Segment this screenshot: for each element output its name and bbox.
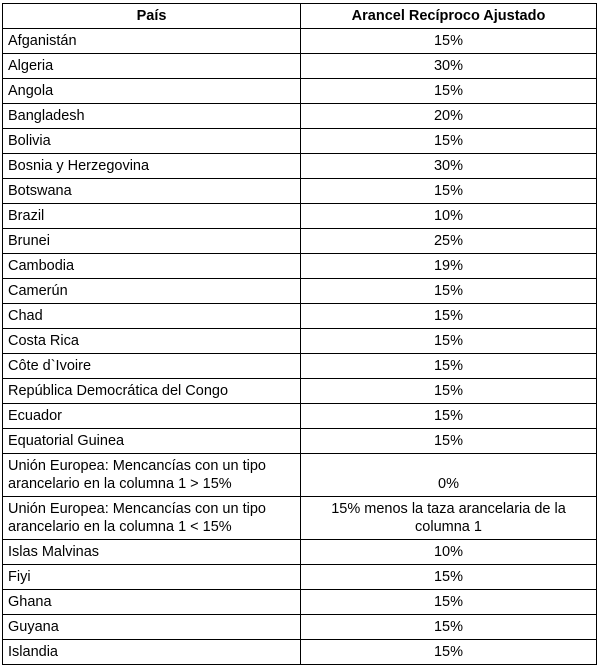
table-row [3, 497, 597, 540]
country-cell: Unión Europea: Mencancías con un tipo arancelario en la columna 1 < 15% [3, 497, 301, 540]
country-cell: Côte d`Ivoire [3, 354, 301, 379]
rate-cell: 19% [301, 254, 597, 279]
country-cell: Cambodia [3, 254, 301, 279]
table-row [3, 454, 597, 497]
rate-cell: 15% [301, 379, 597, 404]
table-row [3, 154, 597, 179]
country-cell: Angola [3, 79, 301, 104]
country-cell: Islandia [3, 640, 301, 665]
country-cell: Afganistán [3, 29, 301, 54]
country-cell: Islas Malvinas [3, 540, 301, 565]
rate-cell: 15% [301, 640, 597, 665]
table-row [3, 204, 597, 229]
table-row [3, 540, 597, 565]
table-row [3, 254, 597, 279]
country-cell: Fiyi [3, 565, 301, 590]
table-row [3, 29, 597, 54]
rate-cell: 15% [301, 279, 597, 304]
country-cell: Ecuador [3, 404, 301, 429]
table-row [3, 54, 597, 79]
table-row [3, 129, 597, 154]
table-row [3, 615, 597, 640]
country-cell: Unión Europea: Mencancías con un tipo arancelario en la columna 1 > 15% [3, 454, 301, 497]
country-cell: Ghana [3, 590, 301, 615]
rate-cell: 15% [301, 615, 597, 640]
rate-cell: 25% [301, 229, 597, 254]
table-row [3, 79, 597, 104]
country-cell: Bangladesh [3, 104, 301, 129]
table-row [3, 429, 597, 454]
table-row [3, 565, 597, 590]
country-cell: Bolivia [3, 129, 301, 154]
rate-cell: 30% [301, 54, 597, 79]
rate-cell: 15% [301, 404, 597, 429]
table-row [3, 404, 597, 429]
country-cell: Chad [3, 304, 301, 329]
rate-cell: 15% [301, 79, 597, 104]
table-row [3, 279, 597, 304]
country-cell: Algeria [3, 54, 301, 79]
rate-cell: 0% [301, 454, 597, 497]
tariff-table-container [2, 3, 596, 665]
rate-cell: 30% [301, 154, 597, 179]
table-row [3, 329, 597, 354]
rate-cell: 15% [301, 129, 597, 154]
table-row [3, 229, 597, 254]
country-cell: Equatorial Guinea [3, 429, 301, 454]
rate-cell: 15% [301, 590, 597, 615]
country-cell: Bosnia y Herzegovina [3, 154, 301, 179]
table-header-row [3, 4, 597, 29]
table-row [3, 590, 597, 615]
country-cell: República Democrática del Congo [3, 379, 301, 404]
table-row [3, 379, 597, 404]
rate-cell: 15% [301, 429, 597, 454]
header-rate: Arancel Recíproco Ajustado [301, 4, 597, 29]
table-row [3, 304, 597, 329]
country-cell: Brazil [3, 204, 301, 229]
rate-cell: 15% [301, 565, 597, 590]
table-row [3, 640, 597, 665]
country-cell: Costa Rica [3, 329, 301, 354]
table-row [3, 354, 597, 379]
rate-cell: 20% [301, 104, 597, 129]
rate-cell: 15% [301, 329, 597, 354]
table-row [3, 179, 597, 204]
table-row [3, 104, 597, 129]
rate-cell: 10% [301, 540, 597, 565]
rate-cell: 15% [301, 179, 597, 204]
country-cell: Guyana [3, 615, 301, 640]
country-cell: Brunei [3, 229, 301, 254]
tariff-table [2, 3, 597, 665]
header-country: País [3, 4, 301, 29]
rate-cell: 15% [301, 29, 597, 54]
rate-cell: 15% [301, 354, 597, 379]
rate-cell: 15% menos la taza arancelaria de la columna 1 [301, 497, 597, 540]
country-cell: Botswana [3, 179, 301, 204]
rate-cell: 10% [301, 204, 597, 229]
rate-cell: 15% [301, 304, 597, 329]
country-cell: Camerún [3, 279, 301, 304]
